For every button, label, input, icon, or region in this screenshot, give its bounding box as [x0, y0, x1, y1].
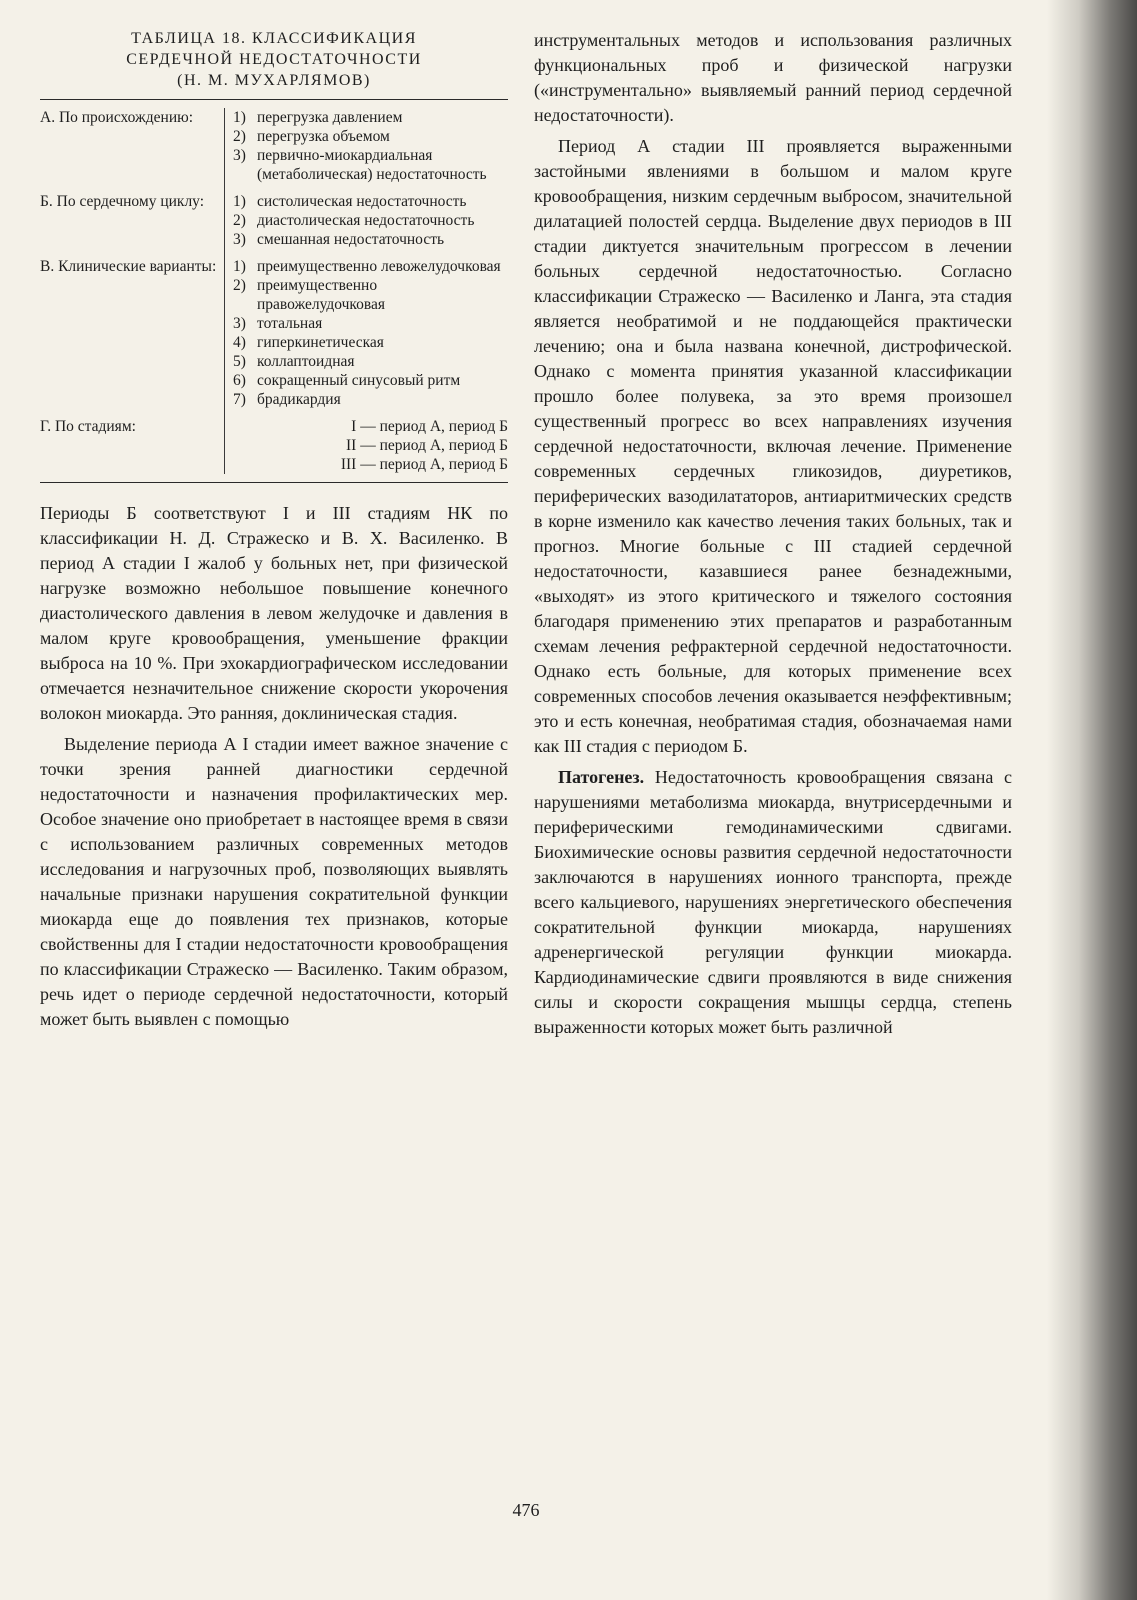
classification-table: [40, 108, 508, 474]
table-row: [40, 192, 508, 257]
item-text: коллаптоидная: [257, 353, 355, 370]
list-item: [233, 390, 508, 409]
table-title-line2: СЕРДЕЧНОЙ НЕДОСТАТОЧНОСТИ: [126, 51, 422, 68]
left-column: [40, 28, 508, 1032]
item-text: преимущественно правожелудочковая: [257, 277, 386, 313]
list-item: [233, 211, 508, 230]
table-bottom-rule: [40, 482, 508, 483]
item-text: систолическая недостаточность: [257, 193, 467, 210]
stage-line: III — период А, период Б: [340, 456, 508, 473]
paragraph: инструментальных методов и использования различных функциональных проб и физической нагрузки («инструментально» выявляемый ранний период сердечной недостаточности).: [534, 30, 1012, 125]
item-number: 5): [233, 353, 246, 370]
item-text: сокращенный синусовый ритм: [257, 372, 461, 389]
item-text: перегрузка давлением: [257, 109, 403, 126]
list-item: [233, 257, 508, 276]
list-item: [233, 192, 508, 211]
item-number: 3): [233, 231, 246, 248]
table-category: Г. По стадиям:: [40, 418, 136, 435]
item-number: 2): [233, 128, 246, 145]
table-caption: [40, 28, 508, 91]
page-gutter-shadow: [1047, 0, 1137, 1600]
list-item: [233, 146, 508, 184]
paragraph: Выделение периода А I стадии имеет важное значение с точки зрения ранней диагностики сердечной недостаточности и назначения профилактических мер. Особое значение оно приобретает в настоящее время в связи с использованием различных современных методов исследования и нагрузочных проб, позволяющих выявлять начальные признаки нарушения сократительной функции миокарда еще до появления тех признаков, которые свойственны для I стадии недостаточности кровообращения по классификации Стражеско — Василенко. Таким образом, речь идет о периоде сердечной недостаточности, который может быть выявлен с помощью: [40, 734, 508, 1029]
item-number: 3): [233, 315, 246, 332]
table-items: [225, 192, 509, 257]
item-number: 4): [233, 334, 246, 351]
right-column: [534, 28, 1012, 1040]
table-top-rule: [40, 99, 508, 100]
list-item: [233, 127, 508, 146]
item-text: брадикардия: [257, 391, 341, 408]
paragraph-text: Недостаточность кровообращения связана с нарушениями метаболизма миокарда, внутрисердечными и периферическими гемодинамическими сдвигами. Биохимические основы развития сердечной недостаточности заключаются в нарушениях ионного транспорта, прежде всего кальциевого, нарушениях энергетического обеспечения сократительной функции миокарда, нарушениях адренергической регуляции функции миокарда. Кардиодинамические сдвиги проявляются в виде снижения силы и скорости сокращения мышцы сердца, степень выраженности которых может быть различной: [534, 767, 1012, 1037]
list-item: [233, 230, 508, 249]
list-item: [233, 108, 508, 127]
item-text: смешанная недостаточность: [257, 231, 445, 248]
table-row: [40, 108, 508, 192]
item-number: 1): [233, 109, 246, 126]
item-text: преимущественно левожелудочковая: [257, 258, 501, 275]
paragraph: Периоды Б соответствуют I и III стадиям НК по классификации Н. Д. Стражеско и В. Х. Василенко. В период А стадии I жалоб у больных нет, при физической нагрузке возможно небольшое повышение конечного диастолического давления в левом желудочке и давления в малом круге кровообращения, уменьшение фракции выброса на 10 %. При эхокардиографическом исследовании отмечается незначительное снижение скорости укорочения волокон миокарда. Это ранняя, доклиническая стадия.: [40, 503, 508, 723]
item-number: 1): [233, 258, 246, 275]
stage-line: II — период А, период Б: [346, 437, 508, 454]
list-item: [233, 314, 508, 333]
table-row: [40, 417, 508, 474]
item-text: диастолическая недостаточность: [257, 212, 475, 229]
item-text: перегрузка объемом: [257, 128, 390, 145]
item-text: гиперкинетическая: [257, 334, 384, 351]
page-number: 476: [512, 1500, 540, 1520]
table-category: А. По происхождению:: [40, 109, 194, 126]
pathogenesis-paragraph: [534, 765, 1012, 1040]
item-number: 1): [233, 193, 246, 210]
list-item: [233, 333, 508, 352]
table-category: Б. По сердечному циклу:: [40, 193, 205, 210]
table-title-line1: ТАБЛИЦА 18. КЛАССИФИКАЦИЯ: [131, 30, 417, 47]
table-items: [225, 417, 509, 474]
list-item: [233, 371, 508, 390]
list-item: [233, 352, 508, 371]
table-items: [225, 108, 509, 192]
list-item: [233, 276, 508, 314]
table-row: [40, 257, 508, 417]
table-items: [225, 257, 509, 417]
item-text: первично-миокардиальная (метаболическая) недостаточность: [257, 147, 487, 183]
table-title-line3: (Н. М. МУХАРЛЯМОВ): [177, 72, 371, 89]
item-number: 3): [233, 147, 246, 164]
item-number: 6): [233, 372, 246, 389]
item-text: тотальная: [257, 315, 323, 332]
item-number: 2): [233, 212, 246, 229]
book-page: [40, 28, 1012, 1578]
item-number: 2): [233, 277, 246, 294]
item-number: 7): [233, 391, 246, 408]
paragraph: Период А стадии III проявляется выраженными застойными явлениями в большом и малом круге кровообращения, низким сердечным выбросом, значительной дилатацией полостей сердца. Выделение двух периодов в III стадии диктуется значительным прогрессом в лечении больных сердечной недостаточностью. Согласно классификации Стражеско — Василенко и Ланга, эта стадия является необратимой и не поддающейся практически лечению; она и была названа конечной, дистрофической. Однако с момента принятия указанной классификации прошло более полувека, за это время произошел существенный прогресс во всех направлениях изучения сердечной недостаточности, включая лечение. Применение современных сердечных гликозидов, диуретиков, периферических вазодилататоров, антиаритмических средств в корне изменило как качество лечения таких больных, так и прогноз. Многие больные с III стадией сердечной недостаточности, казавшиеся ранее безнадежными, «выходят» из этого критического и тяжелого состояния благодаря применению этих препаратов и разработанным схемам лечения рефрактерной сердечной недостаточности. Однако есть больные, для которых применение всех современных способов лечения оказывается неэффективным; это и есть конечная, необратимая стадия, обозначаемая нами как III стадия с периодом Б.: [534, 136, 1012, 756]
section-heading: Патогенез.: [558, 767, 645, 787]
table-category: В. Клинические варианты:: [40, 258, 217, 275]
stage-line: I — период А, период Б: [351, 418, 508, 435]
